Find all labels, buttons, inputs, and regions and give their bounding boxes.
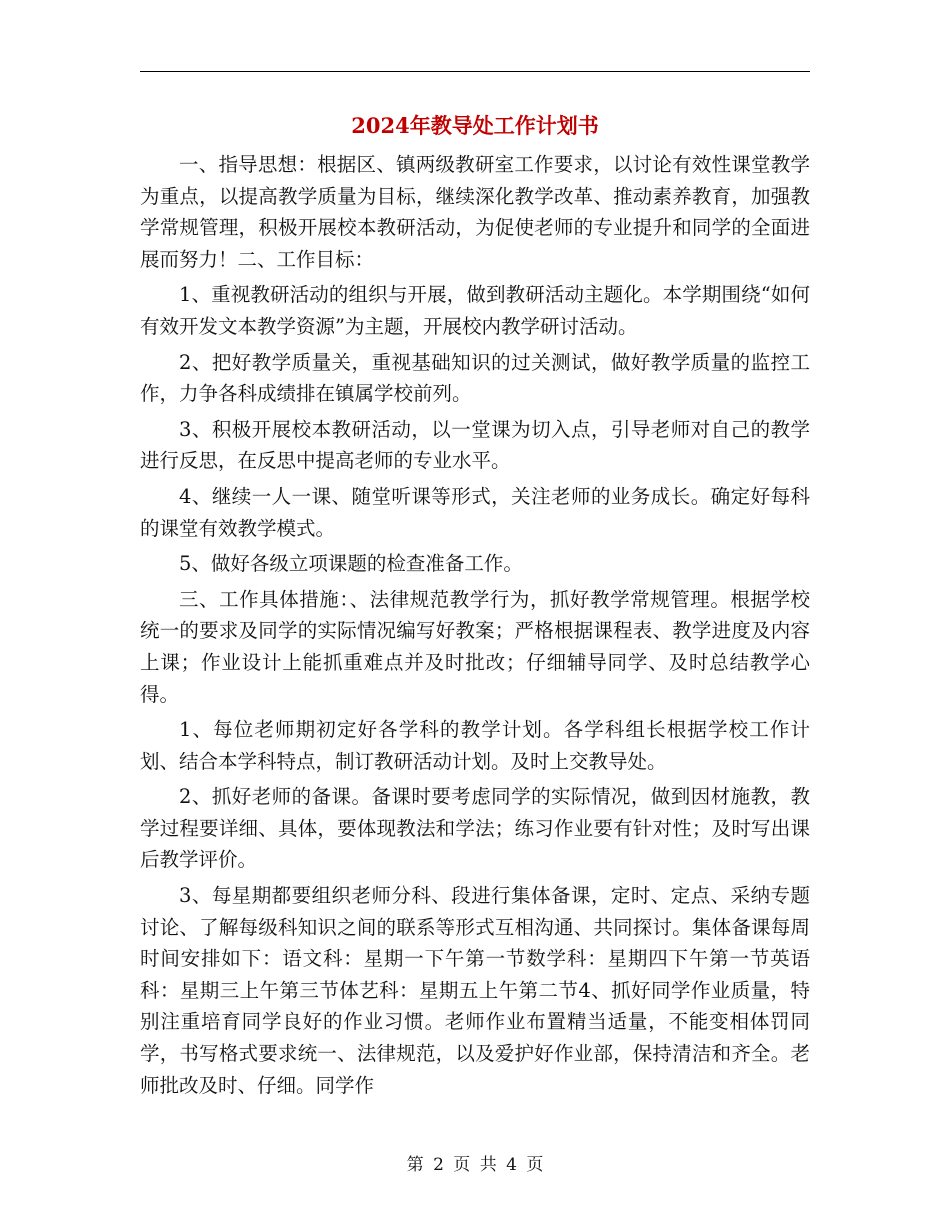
paragraph-measure-3: 3、每星期都要组织老师分科、段进行集体备课，定时、定点、采纳专题讨论、了解每级科知识之间的联系等形式互相沟通、共同探讨。集体备课每周时间安排如下：语文科：星期一下午第一节数学科：星期四下午第一节英语科：星期三上午第三节体艺科：星期五上午第二节4、抓好同学作业质量，特别注重培育同学良好的作业习惯。老师作业布置精当适量，不能变相体罚同学，书写格式要求统一、法律规范，以及爱护好作业部，保持清洁和齐全。老师批改及时、仔细。同学作 <box>140 884 810 1097</box>
paragraph-measures: 三、工作具体措施：、法律规范教学行为，抓好教学常规管理。根据学校统一的要求及同学的实际情况编写好教案；严格根据课程表、教学进度及内容上课；作业设计上能抓重难点并及时批改；仔细辅导同学、及时总结教学心得。 <box>140 587 810 706</box>
header-rule <box>140 71 810 72</box>
paragraph-measure-1: 1、每位老师期初定好各学科的教学计划。各学科组长根据学校工作计划、结合本学科特点，制订教研活动计划。及时上交教导处。 <box>140 718 810 773</box>
paragraph-goal-3: 3、积极开展校本教研活动，以一堂课为切入点，引导老师对自己的教学进行反思，在反思中提高老师的专业水平。 <box>140 417 810 473</box>
document-body <box>140 149 810 1101</box>
paragraph-goal-5: 5、做好各级立项课题的检查准备工作。 <box>179 552 523 576</box>
paragraph-goal-2: 2、把好教学质量关，重视基础知识的过关测试，做好教学质量的监控工作，力争各科成绩排在镇属学校前列。 <box>140 350 810 406</box>
document-title: 2024年教导处工作计划书 <box>351 113 599 138</box>
paragraph-measure-2: 2、抓好老师的备课。备课时要考虑同学的实际情况，做到因材施教，教学过程要详细、具体，要体现教法和学法；练习作业要有针对性；及时写出课后教学评价。 <box>140 785 810 872</box>
paragraph-goal-4: 4、继续一人一课、随堂听课等形式，关注老师的业务成长。确定好每科的课堂有效教学模式。 <box>140 484 810 540</box>
page-number-footer: 第 2 页 共 4 页 <box>406 1155 544 1175</box>
paragraph-guiding-ideology: 一、指导思想：根据区、镇两级教研室工作要求，以讨论有效性课堂教学为重点，以提高教学质量为目标，继续深化教学改革、推动素养教育，加强教学常规管理，积极开展校本教研活动，为促使老师的专业提升和同学的全面进展而努力！二、工作目标： <box>140 153 810 271</box>
paragraph-goal-1: 1、重视教研活动的组织与开展，做到教研活动主题化。本学期围绕“如何有效开发文本教学资源”为主题，开展校内教学研讨活动。 <box>140 283 810 338</box>
